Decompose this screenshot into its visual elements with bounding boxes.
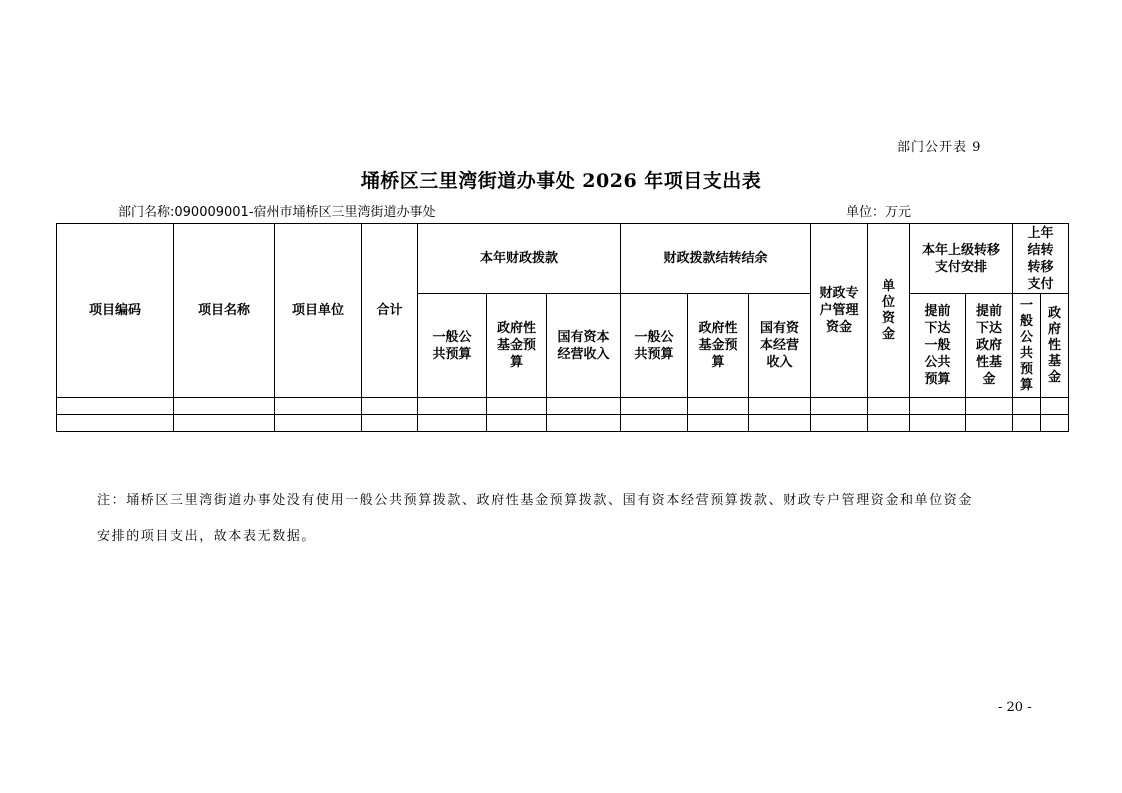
header-carryover: 财政拨款结转结余 — [621, 224, 811, 294]
unit-label: 单位：万元 — [846, 205, 912, 220]
header-carryover-government-fund: 政府性 基金预 算 — [688, 294, 749, 398]
table-row — [57, 398, 1069, 415]
header-project-unit: 项目单位 — [275, 224, 362, 398]
header-prior-government-fund: 政 府 性 基 金 — [1041, 294, 1069, 398]
header-project-code: 项目编码 — [57, 224, 174, 398]
header-special-account-fund: 财政专 户管理 资金 — [811, 224, 868, 398]
table-number: 部门公开表 9 — [897, 140, 982, 155]
header-project-name: 项目名称 — [174, 224, 275, 398]
table-row — [57, 415, 1069, 432]
project-expenditure-table — [56, 223, 1069, 432]
header-advance-general-budget: 提前 下达 一般 公共 预算 — [910, 294, 966, 398]
header-total: 合计 — [362, 224, 418, 398]
header-current-general-budget: 一般公 共预算 — [418, 294, 487, 398]
header-unit-fund: 单 位 资 金 — [868, 224, 910, 398]
header-prior-general-budget: 一 般 公 共 预 算 — [1013, 294, 1041, 398]
header-superior-transfer: 本年上级转移 支付安排 — [910, 224, 1013, 294]
note-line-2: 安排的项目支出，故本表无数据。 — [97, 529, 317, 544]
header-current-appropriation: 本年财政拨款 — [418, 224, 621, 294]
header-carryover-state-capital: 国有资 本经营 收入 — [749, 294, 811, 398]
page-title: 埇桥区三里湾街道办事处 2026 年项目支出表 — [360, 170, 762, 192]
department-name: 部门名称:090009001-宿州市埇桥区三里湾街道办事处 — [118, 205, 436, 220]
header-carryover-general-budget: 一般公 共预算 — [621, 294, 688, 398]
header-prior-year-transfer: 上年 结转 转移 支付 — [1013, 224, 1069, 294]
header-advance-government-fund: 提前 下达 政府 性基 金 — [966, 294, 1013, 398]
note-line-1: 注：埇桥区三里湾街道办事处没有使用一般公共预算拨款、政府性基金预算拨款、国有资本经营预算拨款、财政专户管理资金和单位资金 — [97, 493, 974, 508]
header-current-government-fund: 政府性 基金预 算 — [487, 294, 547, 398]
header-current-state-capital: 国有资本 经营收入 — [547, 294, 621, 398]
page-number: - 20 - — [998, 700, 1032, 715]
